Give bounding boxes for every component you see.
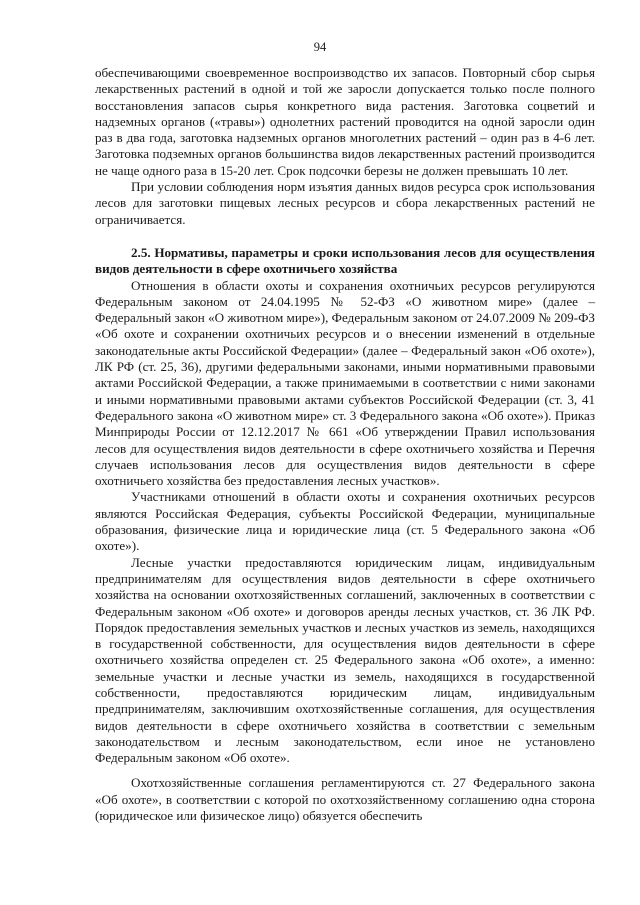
section-heading: 2.5. Нормативы, параметры и сроки использования лесов для осуществления видов деятельности в сфере охотничьего хозяйства [95, 244, 595, 277]
paragraph: Отношения в области охоты и сохранения охотничьих ресурсов регулируются Федеральным законом от 24.04.1995 № 52-ФЗ «О животном мире» (далее – Федеральный закон «О животном мире»), Федеральным законом от 24.07.2009 № 209-ФЗ «Об охоте и сохранении охотничьих ресурсов и о внесении изменений в отдельные законодательные акты Российской Федерации» (далее – Федеральный закон «Об охоте»), ЛК РФ (ст. 25, 36), другими федеральными законами, иными нормативными правовыми актами Российской Федерации, а также принимаемыми в соответствии с ними законами и иными нормативными правовыми актами субъектов Российской Федерации (ст. 3, 41 Федерального закона «О животном мире» ст. 3 Федерального закона «Об охоте»). Приказ Минприроды России от 12.12.2017 № 661 «Об утверждении Правил использования лесов для осуществления видов деятельности в сфере охотничьего хозяйства и Перечня случаев использования лесов для осуществления видов деятельности в сфере охотничьего хозяйства без предоставления лесных участков». [95, 277, 595, 489]
paragraph: При условии соблюдения норм изъятия данных видов ресурса срок использования лесов для заготовки пищевых лесных ресурсов и сбора лекарственных растений не ограничивается. [95, 179, 595, 227]
paragraph: Участниками отношений в области охоты и сохранения охотничьих ресурсов являются Российская Федерация, субъекты Российской Федерации, муниципальные образования, физические лица и юридические лица (ст. 5 Федерального закона «Об охоте»). [95, 489, 595, 554]
paragraph: Охотхозяйственные соглашения регламентируются ст. 27 Федерального закона «Об охоте», в соответствии с которой по охотхозяйственному соглашению одна сторона (юридическое или физическое лицо) обязуется обеспечить [95, 775, 595, 824]
page-number: 94 [313, 40, 327, 54]
paragraph: Лесные участки предоставляются юридическим лицам, индивидуальным предпринимателям для осуществления видов деятельности в сфере охотничьего хозяйства на основании охотхозяйственных соглашений, заключенных в соответствии с Федеральным законом «Об охоте» и договоров аренды лесных участков, ст. 36 ЛК РФ. Порядок предоставления земельных участков и лесных участков из земель, находящихся в государственной собственности, для осуществления видов деятельности в сфере охотничьего хозяйства определен ст. 25 Федерального закона «Об охоте», а именно: земельные участки и лесные участки из земель, находящихся в государственной собственности, предоставляются юридическим лицам, индивидуальным предпринимателям, заключившим охотхозяйственные соглашения, для осуществления видов деятельности в сфере охотничьего хозяйства в соответствии с земельным законодательством и лесным законодательством, если иное не установлено Федеральным законом «Об охоте». [95, 554, 595, 766]
document-body [95, 65, 595, 824]
paragraph-continued: обеспечивающими своевременное воспроизводство их запасов. Повторный сбор сырья лекарственных растений в одной и той же заросли допускается только после полного восстановления запасов сырья конкретного вида растения. Заготовка соцветий и надземных органов («травы») однолетних растений проводится на одной заросли один раз в два года, заготовка надземных органов многолетних растений – один раз в 4-6 лет. Заготовка подземных органов большинства видов лекарственных растений производится не чаще одного раза в 15-20 лет. Срок подсочки березы не должен превышать 10 лет. [95, 65, 595, 178]
